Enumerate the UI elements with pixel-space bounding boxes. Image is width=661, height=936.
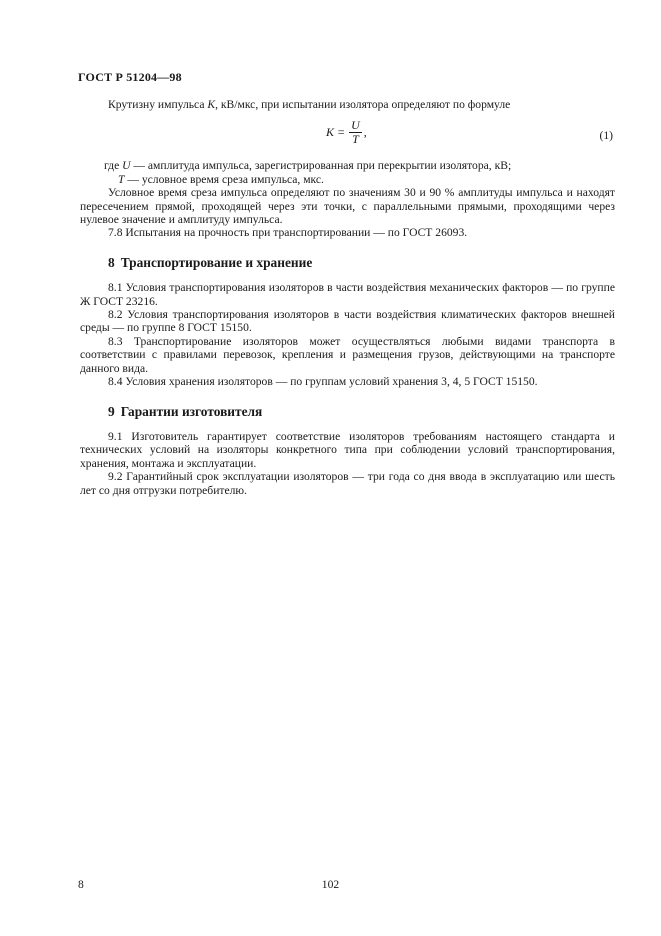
intro-text-tail: , кВ/мкс, при испытании изолятора определяют по формуле xyxy=(215,98,511,111)
paragraph-8-3: 8.3 Транспортирование изоляторов может осуществляться любыми видами транспорта в соответствии с правилами перевозок, крепления и размещения грузов, действующими на транспорте данного вида. xyxy=(80,334,615,375)
section-9-heading xyxy=(108,405,615,418)
formula-row xyxy=(80,117,615,153)
paragraph-8-1: 8.1 Условия транспортирования изоляторов в части воздействия механических факторов — по группе Ж ГОСТ 23216. xyxy=(80,281,615,308)
paragraph-7-8: 7.8 Испытания на прочность при транспортировании — по ГОСТ 26093. xyxy=(108,226,468,240)
formula-fraction xyxy=(349,119,362,146)
where-def-u: — амплитуда импульса, зарегистрированная при перекрытии изолятора, кВ; xyxy=(130,159,512,173)
paragraph-9-2: 9.2 Гарантийный срок эксплуатации изоляторов — три года со дня ввода в эксплуатацию или шесть лет со дня отгрузки потребителю. xyxy=(80,470,615,497)
where-line-1 xyxy=(104,159,615,172)
where-var-t: T xyxy=(118,172,125,186)
where-prefix: где xyxy=(104,159,123,173)
formula-comma: , xyxy=(363,125,367,140)
formula-denominator: T xyxy=(352,132,359,147)
section-8-number: 8 xyxy=(108,254,115,270)
section-8-heading xyxy=(108,256,615,269)
intro-variable: K xyxy=(207,98,216,111)
section-8-title: Транспортирование и хранение xyxy=(120,254,313,270)
paragraph-8-4: 8.4 Условия хранения изоляторов — по группам условий хранения 3, 4, 5 ГОСТ 15150. xyxy=(108,375,538,389)
paragraph-8-2: 8.2 Условия транспортирования изоляторов в части воздействия климатических факторов внешней среды — по группе 8 ГОСТ 15150. xyxy=(80,308,615,335)
where-line-2 xyxy=(118,173,615,186)
equation-number: (1) xyxy=(599,129,613,143)
section-9-number: 9 xyxy=(108,403,115,419)
document-header: ГОСТ Р 51204—98 xyxy=(78,70,182,84)
section-9-title: Гарантии изготовителя xyxy=(120,403,263,419)
paragraph-9-1: 9.1 Изготовитель гарантирует соответствие изоляторов требованиям настоящего стандарта и технических условий на изоляторы конкретного типа при соблюдении условий транспортирования, хранения, монтажа и эксплуатации. xyxy=(80,429,615,470)
formula xyxy=(326,119,367,146)
intro-text: Крутизну импульса xyxy=(108,98,208,111)
page-number-center: 102 xyxy=(321,878,340,891)
page-number-left: 8 xyxy=(78,878,84,891)
where-def-t: — условное время среза импульса, мкс. xyxy=(124,172,324,186)
formula-lhs: K = xyxy=(326,125,346,140)
formula-numerator: U xyxy=(351,118,360,133)
where-var-u: U xyxy=(122,159,131,173)
page-body xyxy=(80,98,615,497)
intro-paragraph xyxy=(80,98,615,111)
paragraph-cutoff-time: Условное время среза импульса определяют по значениям 30 и 90 % амплитуды импульса и находят пересечением прямой, проходящей через эти точки, с параллельными прямыми, проходящими через нулевое значение и амплитуду импульса. xyxy=(80,186,615,227)
